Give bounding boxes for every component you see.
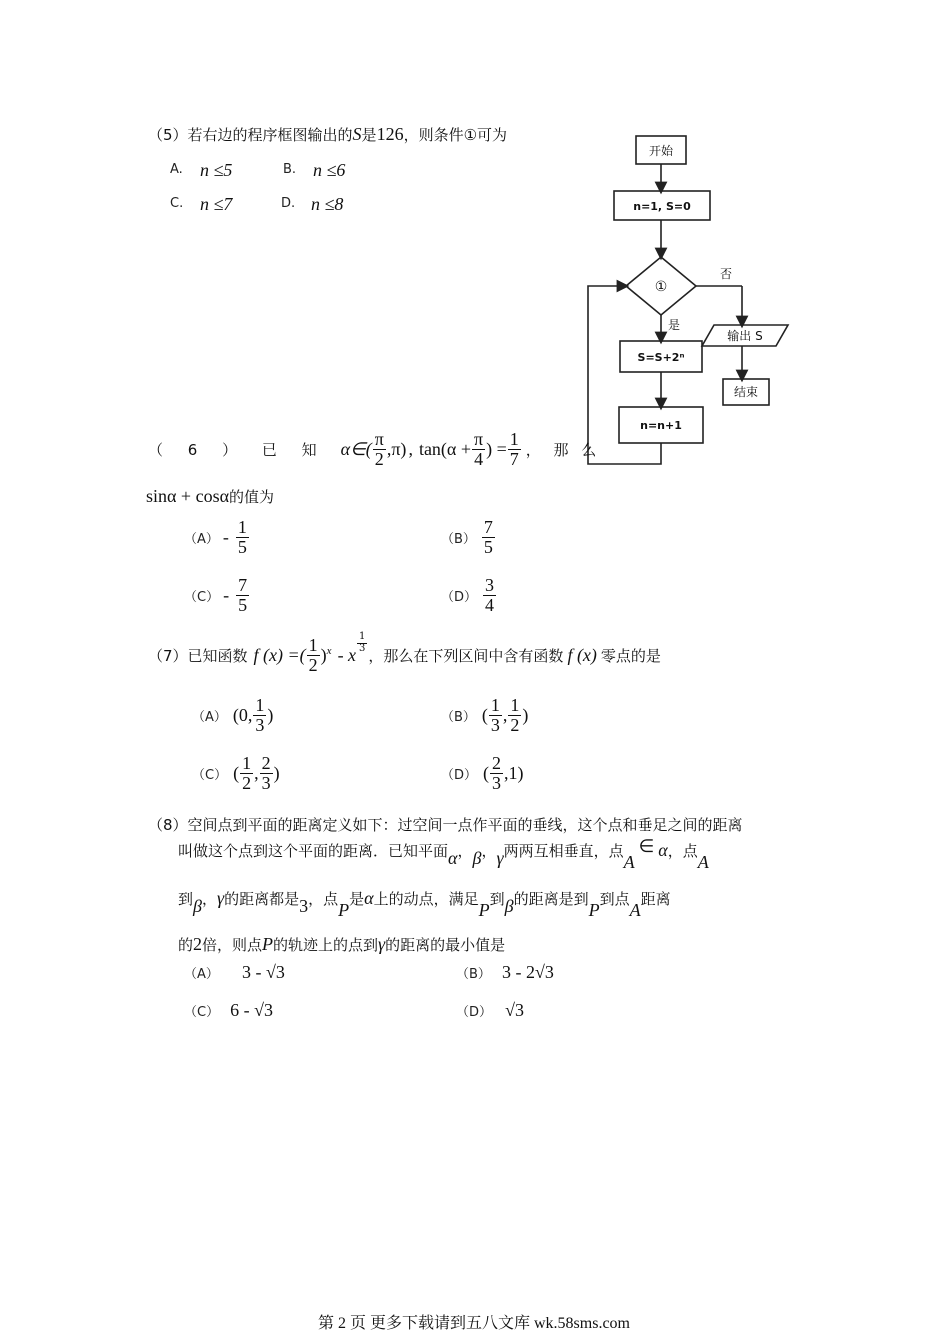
flow-yes-text: 是 [667,318,681,332]
q6-then: ， 那 么 [525,440,601,459]
q5-S: S [352,124,362,144]
q8-option-a: （A） 3 - √3 [184,962,285,982]
q5-option-d: D. [281,196,296,211]
q5-option-a-expr: n ≤5 [200,160,233,180]
q6-option-a: （A） - $\frac{1}{5}$ [184,517,247,557]
q8-line3: 到β，γ的距离都是3，点P是α上的动点，满足P到β的距离是到P到点A距离 [178,888,671,920]
q6-line2-text: 的值为 [229,488,275,506]
q5-stem [148,124,507,145]
q6-option-c: （C） - $\frac{7}{5}$ [184,575,248,615]
q6-pi-close: ,π) [386,438,407,459]
q7-option-d: （D） ( $\frac{2}{3}$ ,1) [441,753,524,793]
q7-fx: f (x) =( [253,644,306,665]
q6-one-seventh: $\frac{1}{7}$ [509,429,519,469]
flow-incr-text: n=n+1 [640,419,682,432]
q6-comma: , [408,438,413,459]
q8-option-b: （B） 3 - 2√3 [456,962,554,982]
q5-option-b: B. [283,162,297,177]
q5-option-a: A. [170,162,183,177]
flow-output-text: 输出 S [727,329,763,343]
q7-option-c: （C） ( $\frac{1}{2}$ , $\frac{2}{3}$ ) [192,753,280,793]
q7-option-b: （B） ( $\frac{1}{3}$ , $\frac{1}{2}$ ) [441,695,529,735]
q6-alpha-in: α∈( [340,438,372,459]
q6-tan: tan(α + [418,438,472,459]
q5-option-d-expr: n ≤8 [311,194,344,214]
q6-pi-over-2: $\frac{\pi}{2}$ [374,429,384,469]
q8-line2: 叫做这个点到这个平面的距离．已知平面α，β，γ两两互相垂直，点A∈ α，点A [178,836,709,872]
q7-mid: ，那么在下列区间中含有函数 [368,646,564,665]
flow-cond-text: ① [654,279,668,295]
q5-option-b-expr: n ≤6 [313,160,346,180]
q6-stem [148,430,600,469]
q7-option-a: （A） (0, $\frac{1}{3}$ ) [192,695,274,735]
flow-init-text: n=1, S=0 [633,200,691,213]
q6-option-d: （D） $\frac{3}{4}$ [441,575,495,615]
q5-value: 126 [376,124,404,144]
q6-close-eq: ) = [486,438,507,459]
q7-stem [148,631,661,675]
flow-start-text: 开始 [648,144,674,158]
flowchart [580,128,800,473]
q6-sin-cos: sinα + cosα [146,486,230,506]
q7-end: 零点的是 [600,646,661,665]
q6-label: （ 6 ） 已 知 [148,440,323,459]
q6-line2 [146,486,274,507]
q5-option-c-expr: n ≤7 [200,194,233,214]
q7-exponent: $\frac{1}{3}$ [359,631,366,654]
q8-line1: （8）空间点到平面的距离定义如下：过空间一点作平面的垂线，这个点和垂足之间的距离 [148,816,743,834]
q7-label: （7）已知函数 [148,646,248,665]
q5-suffix: ，则条件①可为 [403,126,508,144]
q5-option-c: C. [170,196,184,211]
q7-fx2: f (x) [567,644,597,665]
q7-minus-x: - x [337,644,357,665]
flow-assign-text: S=S+2ⁿ [637,351,685,364]
q6-option-b: （B） $\frac{7}{5}$ [441,517,493,557]
q6-pi-over-4: $\frac{\pi}{4}$ [474,429,484,469]
q7-powx: )$^x$ [320,644,332,665]
q8-option-c: （C） 6 - √3 [184,1000,274,1020]
page-footer: 第 2 页 更多下载请到五八文库 wk.58sms.com [318,1315,631,1332]
q8-option-d: （D） √3 [456,1000,524,1020]
q5-is: 是 [361,126,377,144]
flow-end-text: 结束 [733,385,759,399]
q7-half: $\frac{1}{2}$ [308,635,318,675]
flow-no-text: 否 [719,267,733,281]
q5-prefix: （5）若右边的程序框图输出的 [148,126,353,144]
q8-line4: 的2倍，则点P的轨迹上的点到γ的距离的最小值是 [178,934,506,954]
